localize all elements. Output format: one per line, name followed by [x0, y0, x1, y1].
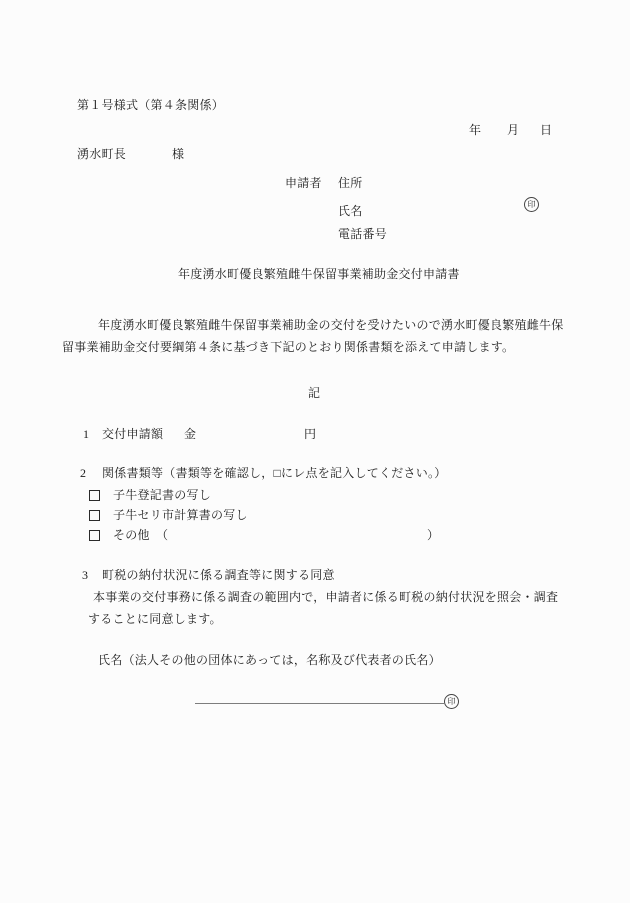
- applicant-phone-label: 電話番号: [338, 227, 388, 241]
- checkbox-calf-registry-label: 子牛登記書の写し: [113, 488, 212, 502]
- ki-heading: 記: [308, 386, 321, 400]
- body-paragraph-line2: 留事業補助金交付要綱第４条に基づき下記のとおり関係書類を添えて申請します。: [62, 340, 515, 354]
- document-title: 年度湧水町優良繁殖雌牛保留事業補助金交付申請書: [178, 267, 460, 281]
- checkbox-calf-auction-statement-copy[interactable]: [89, 510, 100, 521]
- section3-name-note: 氏名（法人その他の団体にあっては，名称及び代表者の氏名）: [98, 653, 441, 667]
- section3-label: 町税の納付状況に係る調査等に関する同意: [102, 568, 335, 582]
- applicant-address-label: 住所: [338, 176, 363, 190]
- section2-number: 2: [80, 466, 87, 480]
- date-month-label: 月: [507, 123, 520, 137]
- applicant-seal-char: 印: [527, 200, 536, 209]
- signature-seal-icon: [444, 694, 459, 709]
- addressee-title: 湧水町長: [77, 147, 127, 161]
- checkbox-other[interactable]: [89, 530, 100, 541]
- date-day-label: 日: [540, 123, 553, 137]
- applicant-name-label: 氏名: [338, 204, 363, 218]
- section1-amount-prefix: 金: [184, 427, 197, 441]
- applicant-seal-icon: [524, 197, 539, 212]
- signature-line: [195, 703, 444, 704]
- addressee-honorific: 様: [172, 147, 185, 161]
- date-year-label: 年: [469, 123, 482, 137]
- body-paragraph-line1: 年度湧水町優良繁殖雌牛保留事業補助金の交付を受けたいので湧水町優良繁殖雌牛保: [98, 318, 564, 332]
- section1-label: 交付申請額: [102, 427, 164, 441]
- section1-number: 1: [83, 427, 90, 441]
- checkbox-calf-auction-statement-label: 子牛セリ市計算書の写し: [113, 508, 248, 522]
- checkbox-other-paren-close: ）: [427, 528, 440, 542]
- checkbox-other-label: その他 （: [113, 528, 169, 542]
- form-number: 第１号様式（第４条関係）: [77, 98, 225, 112]
- section3-body-line2: することに同意します。: [88, 612, 222, 626]
- checkbox-calf-registry-copy[interactable]: [89, 490, 100, 501]
- applicant-label: 申請者: [285, 176, 322, 190]
- section3-number: 3: [82, 568, 89, 582]
- section2-label: 関係書類等（書類等を確認し，□にレ点を記入してください。）: [102, 466, 447, 480]
- section3-body-line1: 本事業の交付事務に係る調査の範囲内で，申請者に係る町税の納付状況を照会・調査: [93, 590, 559, 604]
- signature-seal-char: 印: [447, 697, 456, 706]
- section1-amount-suffix: 円: [304, 427, 317, 441]
